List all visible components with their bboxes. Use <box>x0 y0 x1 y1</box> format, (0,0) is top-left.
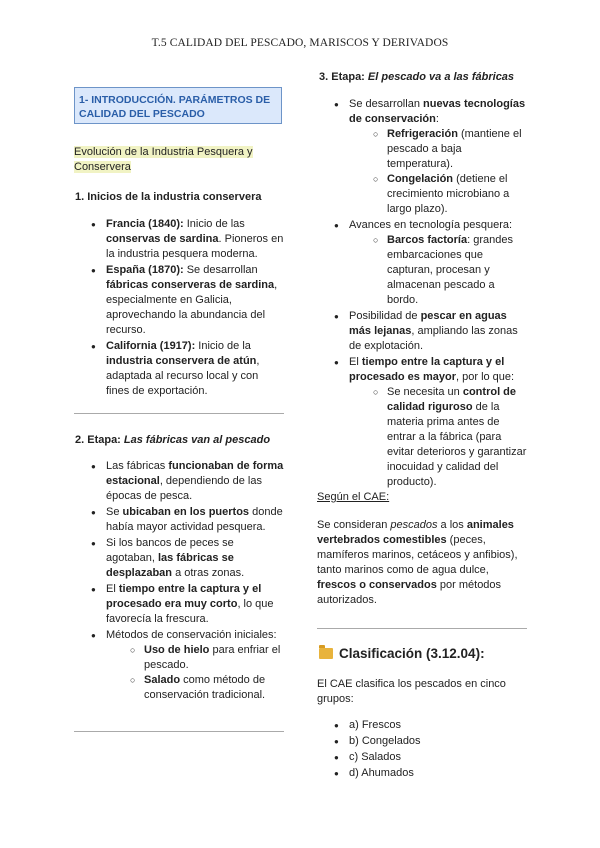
cae-definition: Se consideran pescados a los animales vertebrados comestibles (peces, mamíferos marinos, cetáceos y anfibios), tanto marinos como de agua dulce, frescos o conservados por métodos autorizados. <box>317 519 518 606</box>
sublist-item: ○ Salado como método de conservación tradicional. <box>106 673 284 703</box>
list-item: ● d) Ahumados <box>317 766 527 781</box>
classification-title-text: Clasificación (3.12.04): <box>339 646 485 661</box>
section-3-list <box>317 97 527 491</box>
list-item: ● Métodos de conservación iniciales: ○ Uso de hielo para enfriar el pescado. ○ Salado como método de conservación tradicional. <box>74 628 284 703</box>
classification-list <box>317 718 527 782</box>
list-item: ● El tiempo entre la captura y el procesado es mayor, por lo que: ○ Se necesita un control de calidad riguroso de la materia prima antes de entrar a la fábrica (para evitar deterioros y garantizar inocuidad y calidad del producto). <box>317 355 527 490</box>
sublist-item: ○ Refrigeración (mantiene el pescado a baja temperatura). <box>349 127 527 172</box>
list-item: ● Si los bancos de peces se agotaban, las fábricas se desplazaban a otras zonas. <box>74 536 284 581</box>
list-item: ● b) Congelados <box>317 734 527 749</box>
classification-intro: El CAE clasifica los pescados en cinco grupos: <box>317 678 506 705</box>
list-item: ● Francia (1840): Inicio de las conservas de sardina. Pioneros en la industria pesquera moderna. <box>74 217 284 262</box>
divider <box>74 731 284 732</box>
sublist-item: ○ Barcos factoría: grandes embarcaciones que capturan, procesan y almacenan pescado a bordo. <box>349 233 527 308</box>
list-item: ● c) Salados <box>317 750 527 765</box>
methods-sublist <box>106 643 284 703</box>
section-2-list <box>74 459 284 704</box>
evolution-text: Evolución de la Industria Pesquera y Conservera <box>74 146 253 173</box>
evolution-subtitle <box>74 145 284 175</box>
list-item: ● Se desarrollan nuevas tecnologías de conservación: ○ Refrigeración (mantiene el pescado a baja temperatura). ○ Congelación (detiene el crecimiento microbiano a largo plazo). <box>317 97 527 217</box>
list-item: ● El tiempo entre la captura y el procesado era muy corto, lo que favorecía la frescura. <box>74 582 284 627</box>
list-item: ● Se ubicaban en los puertos donde había mayor actividad pesquera. <box>74 505 284 535</box>
section-1-title: 1. Inicios de la industria conservera <box>75 191 262 203</box>
list-item: ● Posibilidad de pescar en aguas más lejanas, ampliando las zonas de explotación. <box>317 309 527 354</box>
sublist-item: ○ Uso de hielo para enfriar el pescado. <box>106 643 284 673</box>
folder-icon <box>319 648 333 659</box>
sublist-item: ○ Se necesita un control de calidad riguroso de la materia prima antes de entrar a la fábrica (para evitar deterioros y garantizar inocuidad y calidad del producto). <box>349 385 527 490</box>
list-item: ● Las fábricas funcionaban de forma estacional, dependiendo de las épocas de pesca. <box>74 459 284 504</box>
list-item: ● a) Frescos <box>317 718 527 733</box>
classification-title <box>319 646 485 661</box>
cae-heading: Según el CAE: <box>317 491 390 503</box>
intro-title-box: 1- INTRODUCCIÓN. PARÁMETROS DE CALIDAD DEL PESCADO <box>74 87 282 124</box>
list-item: ● California (1917): Inicio de la industria conservera de atún, adaptada al recurso local y con fines de exportación. <box>74 339 284 399</box>
divider <box>317 628 527 629</box>
quality-sublist <box>349 385 527 490</box>
section-2-title: 2. Etapa: Las fábricas van al pescado <box>75 434 271 446</box>
page-header: T.5 CALIDAD DEL PESCADO, MARISCOS Y DERIVADOS <box>151 37 449 49</box>
section-1-list <box>74 217 284 400</box>
section-3-title: 3. Etapa: El pescado va a las fábricas <box>319 71 515 83</box>
list-item: ● España (1870): Se desarrollan fábricas conserveras de sardina, especialmente en Galicia, aprovechando la abundancia del recurso. <box>74 263 284 338</box>
technology-sublist <box>349 233 527 308</box>
divider <box>74 413 284 414</box>
sublist-item: ○ Congelación (detiene el crecimiento microbiano a largo plazo). <box>349 172 527 217</box>
conservation-sublist <box>349 127 527 217</box>
list-item: ● Avances en tecnología pesquera: ○ Barcos factoría: grandes embarcaciones que capturan, procesan y almacenan pescado a bordo. <box>317 218 527 308</box>
